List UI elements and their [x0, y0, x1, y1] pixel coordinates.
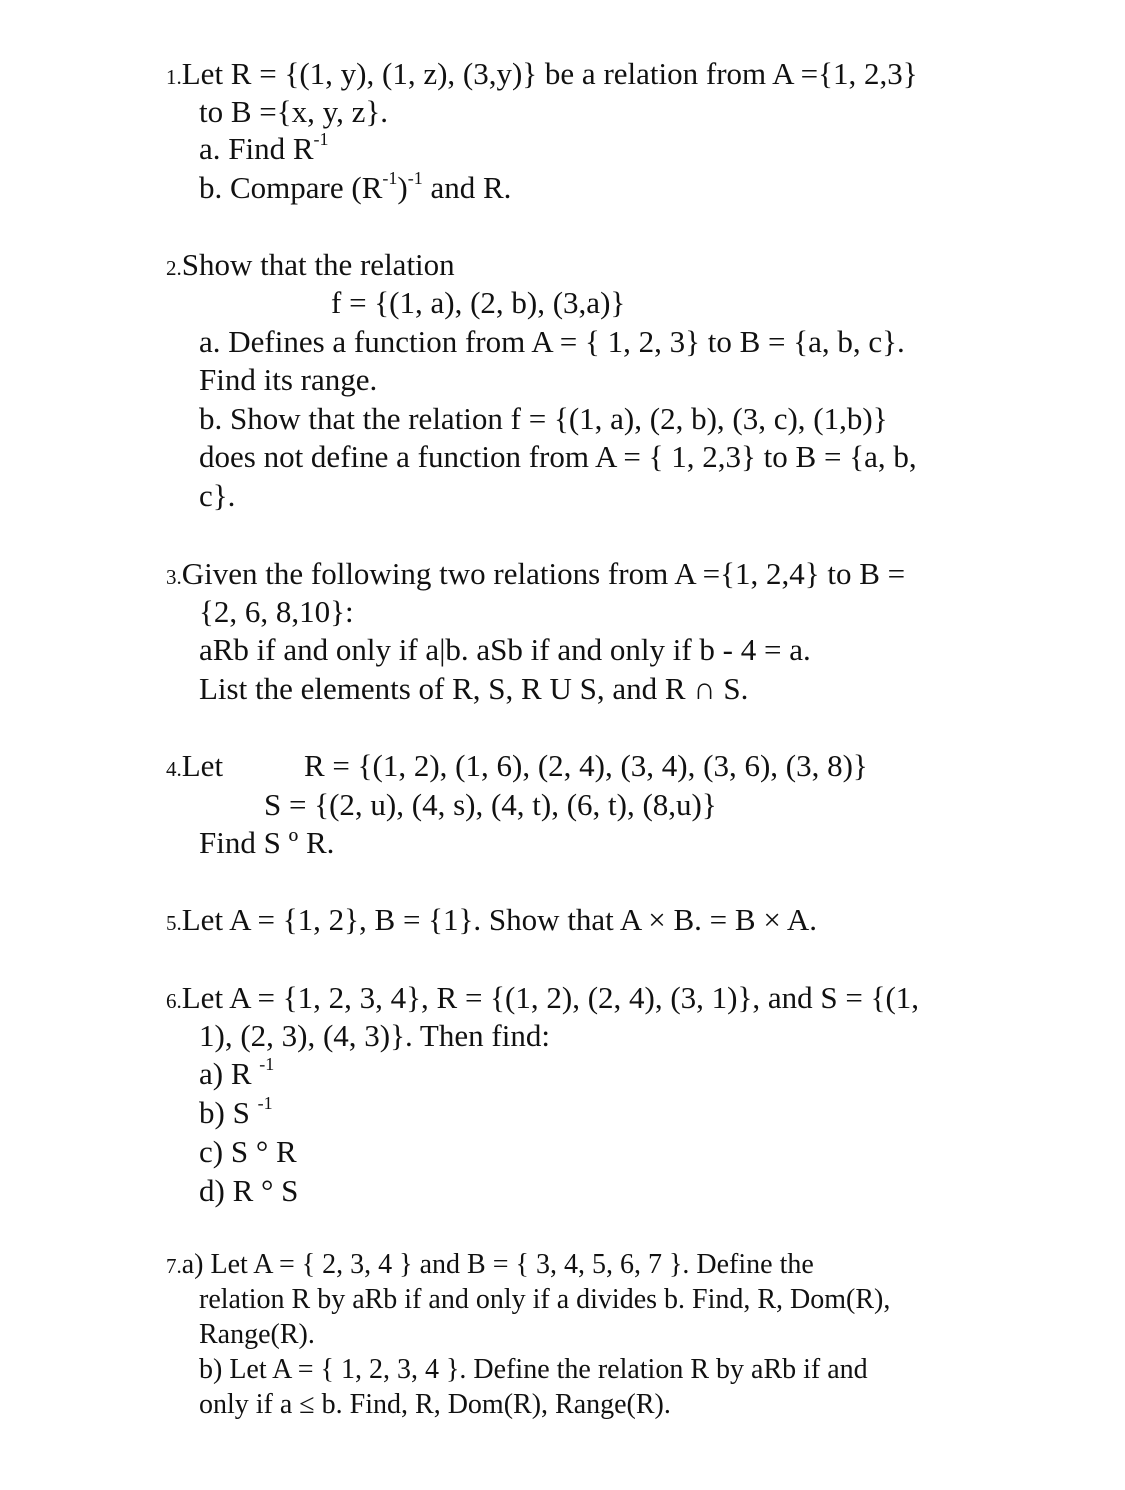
question-3-line-1: 3.Given the following two relations from A ={1, 2,4} to B = [166, 556, 906, 591]
question-6-line-1: 6.Let A = {1, 2, 3, 4}, R = {(1, 2), (2, 4), (3, 1)}, and S = {(1, [166, 980, 920, 1015]
question-7-line-3: Range(R). [199, 1319, 315, 1350]
question-number: 6. [166, 989, 182, 1013]
question-4-relation-r: R = {(1, 2), (1, 6), (2, 4), (3, 4), (3, 6), (3, 8)} [304, 748, 868, 783]
question-number: 1. [166, 65, 182, 89]
question-number: 3. [166, 565, 182, 589]
question-2-line-1: 2.Show that the relation [166, 247, 455, 282]
question-2-part-b-end: c}. [199, 478, 236, 513]
question-number: 7. [166, 1254, 182, 1278]
question-1-line-1: 1.Let R = {(1, y), (1, z), (3,y)} be a relation from A ={1, 2,3} [166, 56, 918, 91]
question-1-line-2: to B ={x, y, z}. [199, 94, 389, 129]
question-6-part-b: b) S $^{-1}$ [199, 1092, 273, 1130]
question-2-part-a: a. Defines a function from A = { 1, 2, 3} to B = {a, b, c}. [199, 324, 905, 359]
question-1-part-b: b. Compare $(R^{-1})^{-1}$ and R. [199, 167, 512, 205]
question-2-function-definition: f = {(1, a), (2, b), (3,a)} [331, 285, 626, 320]
question-6-line-2: 1), (2, 3), (4, 3)}. Then find: [199, 1018, 550, 1053]
question-number: 4. [166, 757, 182, 781]
question-7-part-b: b) Let A = { 1, 2, 3, 4 }. Define the relation R by aRb if and [199, 1354, 868, 1385]
question-4-relation-s: S = {(2, u), (4, s), (4, t), (6, t), (8,u)} [264, 787, 717, 822]
question-5-line-1: 5.Let A = {1, 2}, B = {1}. Show that A × B. = B × A. [166, 902, 817, 937]
question-7-line-1: 7.a) Let A = { 2, 3, 4 } and B = { 3, 4, 5, 6, 7 }. Define the [166, 1249, 814, 1280]
question-2-part-b-cont: does not define a function from A = { 1, 2,3} to B = {a, b, [199, 439, 917, 474]
question-6-part-c: c) S ° R [199, 1134, 297, 1169]
question-6-part-d: d) R ° S [199, 1173, 299, 1208]
question-2-part-a-cont: Find its range. [199, 362, 378, 397]
question-number: 5. [166, 911, 182, 935]
question-7-line-2: relation R by aRb if and only if a divides b. Find, R, Dom(R), [199, 1284, 891, 1315]
question-3-line-4: List the elements of R, S, R U S, and R ∩ S. [199, 671, 749, 706]
question-2-part-b: b. Show that the relation f = {(1, a), (2, b), (3, c), (1,b)} [199, 401, 888, 436]
question-3-line-2: {2, 6, 8,10}: [199, 594, 354, 629]
question-4-line-1: 4.Let [166, 748, 224, 783]
question-number: 2. [166, 256, 182, 280]
question-4-line-3: Find S º R. [199, 825, 335, 860]
question-6-part-a: a) R $^{-1}$ [199, 1053, 275, 1091]
question-1-part-a: a. Find $R^{-1}$ [199, 128, 329, 166]
question-7-part-b-cont: only if a ≤ b. Find, R, Dom(R), Range(R). [199, 1389, 671, 1420]
question-3-line-3: aRb if and only if a|b. aSb if and only if b - 4 = a. [199, 632, 811, 667]
